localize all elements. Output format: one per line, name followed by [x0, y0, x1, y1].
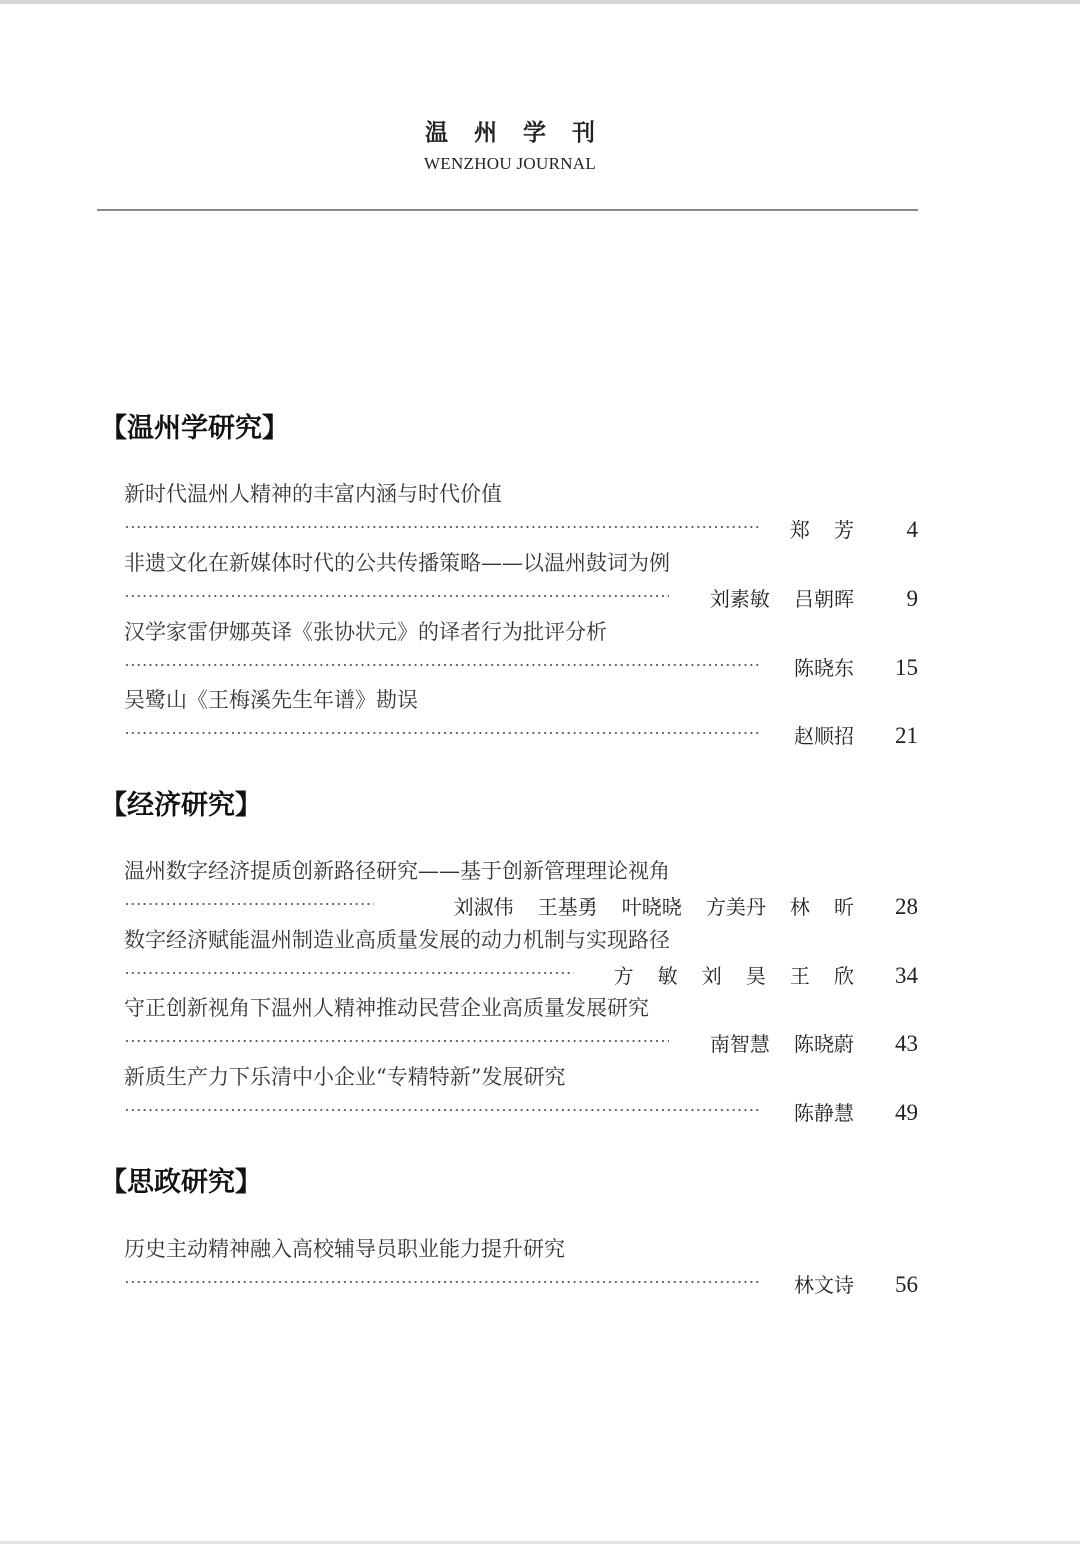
toc-entry-page: 28 — [895, 894, 918, 919]
leader-dots — [124, 1040, 669, 1042]
toc-entry[interactable] — [124, 549, 918, 615]
toc-entry-title: 温州数字经济提质创新路径研究——基于创新管理理论视角 — [124, 859, 670, 883]
toc-entry-title: 新时代温州人精神的丰富内涵与时代价值 — [124, 482, 502, 506]
toc-entry-title: 非遗文化在新媒体时代的公共传播策略——以温州鼓词为例 — [124, 551, 670, 575]
toc-entry-authors: 陈静慧 — [794, 1101, 854, 1125]
toc-entry[interactable] — [124, 926, 918, 992]
toc-entry[interactable] — [124, 1235, 918, 1301]
masthead — [0, 118, 1020, 174]
toc-entry-title: 历史主动精神融入高校辅导员职业能力提升研究 — [124, 1237, 565, 1261]
section-heading-ideological-research: 【思政研究】 — [100, 1167, 262, 1198]
toc-entry[interactable] — [124, 686, 918, 752]
leader-dots — [124, 526, 760, 528]
toc-entry-title: 新质生产力下乐清中小企业“专精特新”发展研究 — [124, 1065, 566, 1089]
toc-entry-page: 56 — [895, 1272, 918, 1297]
toc-entry-authors: 刘淑伟 王基勇 叶晓晓 方美丹 林 昕 — [453, 895, 854, 919]
toc-entry-title: 吴鹭山《王梅溪先生年谱》勘误 — [124, 688, 418, 712]
toc-entry-title: 汉学家雷伊娜英译《张协状元》的译者行为批评分析 — [124, 620, 607, 644]
toc-entry[interactable] — [124, 480, 918, 546]
toc-entry-authors: 陈晓东 — [794, 656, 854, 680]
journal-title-en: WENZHOU JOURNAL — [423, 154, 597, 173]
leader-dots — [124, 903, 374, 905]
toc-entry-authors: 刘素敏 吕朝晖 — [709, 587, 854, 611]
toc-entry-authors: 赵顺招 — [794, 724, 854, 748]
toc-entry[interactable] — [124, 857, 918, 923]
toc-entry-page: 49 — [895, 1100, 918, 1125]
toc-entry[interactable] — [124, 618, 918, 684]
header-rule — [97, 209, 918, 211]
section-heading-economic-research: 【经济研究】 — [100, 790, 262, 821]
toc-entry-page: 15 — [895, 655, 918, 680]
toc-entry-title: 数字经济赋能温州制造业高质量发展的动力机制与实现路径 — [124, 928, 670, 952]
section-heading-wenzhou-studies: 【温州学研究】 — [100, 413, 289, 444]
toc-entry-authors: 林文诗 — [794, 1273, 854, 1297]
journal-title-cn: 温州学刊 — [425, 119, 621, 146]
toc-entry-page: 34 — [895, 963, 918, 988]
toc-entry-title: 守正创新视角下温州人精神推动民营企业高质量发展研究 — [124, 996, 649, 1020]
toc-entry[interactable] — [124, 994, 918, 1060]
toc-entry-authors: 方 敏 刘 昊 王 欣 — [613, 964, 854, 988]
toc-entry-page: 9 — [906, 586, 918, 611]
toc-entry-page: 4 — [906, 517, 918, 542]
toc-entry-page: 43 — [895, 1031, 918, 1056]
leader-dots — [124, 972, 574, 974]
top-edge-band — [0, 0, 1080, 4]
leader-dots — [124, 1281, 760, 1283]
leader-dots — [124, 1109, 760, 1111]
toc-entry[interactable] — [124, 1063, 918, 1129]
leader-dots — [124, 732, 760, 734]
toc-entry-authors: 郑 芳 — [789, 518, 854, 542]
leader-dots — [124, 595, 669, 597]
toc-entry-authors: 南智慧 陈晓蔚 — [709, 1032, 854, 1056]
leader-dots — [124, 664, 760, 666]
toc-entry-page: 21 — [895, 723, 918, 748]
